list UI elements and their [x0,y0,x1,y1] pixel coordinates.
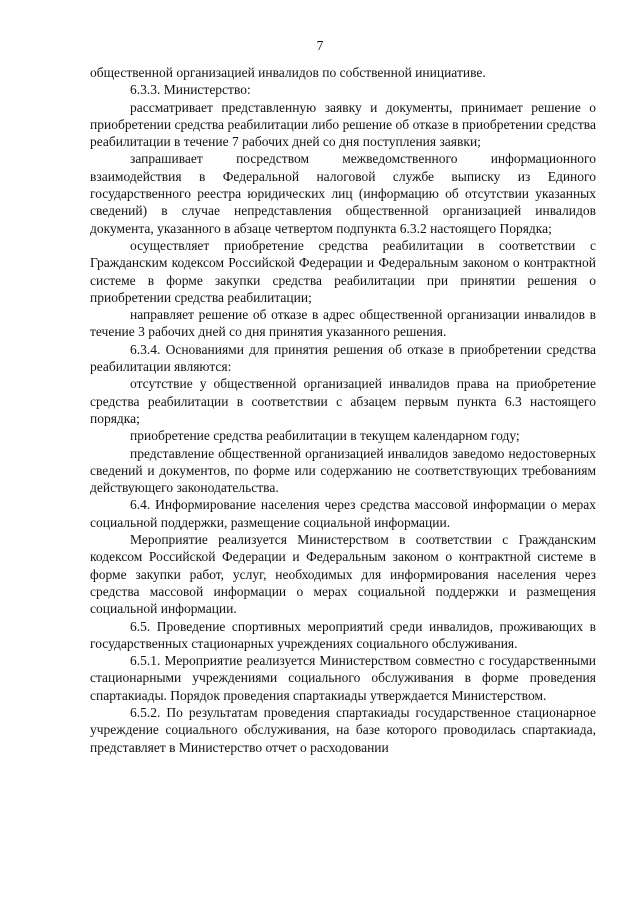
paragraph-review-application: рассматривает представленную заявку и документы, принимает решение о приобретении средства реабилитации либо решение об отказе в приобретении средства реабилитации в течение 7 рабочих дней со дня поступления заявки; [90,99,596,150]
paragraph-request-extract: запрашивает посредством межведомственного информационного взаимодействия в Федеральной налоговой службе выписку из Единого государственного реестра юридических лиц (информацию об отсутствии указанных сведений) в случае непредставления общественной организацией инвалидов документа, указанного в абзаце четвертом подпункта 6.3.2 настоящего Порядка; [90,151,596,236]
paragraph-6-4-implementation: Мероприятие реализуется Министерством в соответствии с Гражданским кодексом Российской Федерации и Федеральным законом о контрактной системе в форме закупки работ, услуг, необходимых для информирования населения через средства массовой информации о мерах социальной поддержки и размещения социальной информации. [90,532,596,617]
paragraph-6-5-1: 6.5.1. Мероприятие реализуется Министерством совместно с государственными стационарными учреждениями социального обслуживания в форме проведения спартакиады. Порядок проведения спартакиады утверждается Министерством. [90,653,596,703]
paragraph-continuation: общественной организацией инвалидов по собственной инициативе. [90,65,486,80]
paragraph-6-3-3-heading: 6.3.3. Министерство: [130,82,251,98]
paragraph-send-refusal: направляет решение об отказе в адрес общественной организации инвалидов в течение 3 рабочих дней со дня принятия указанного решения. [90,307,596,340]
page-number: 7 [316,38,324,53]
paragraph-6-5-sports: 6.5. Проведение спортивных мероприятий среди инвалидов, проживающих в государственных стационарных учреждениях социального обслуживания. [90,618,596,651]
paragraph-6-5-2: 6.5.2. По результатам проведения спартакиады государственное стационарное учреждение социального обслуживания, на базе которого проводилась спартакиада, представляет в Министерство отчет о расходовании [90,704,596,755]
paragraph-ground-false-info: представление общественной организацией инвалидов заведомо недостоверных сведений и документов, по форме или содержанию не соответствующих требованиям действующего законодательства. [90,445,596,496]
paragraph-ground-no-right: отсутствие у общественной организацией инвалидов права на приобретение средства реабилитации в соответствии с абзацем первым пункта 6.3 настоящего порядка; [90,376,596,426]
document-body [90,64,596,756]
paragraph-ground-current-year: приобретение средства реабилитации в текущем календарном году; [130,428,520,444]
paragraph-6-4-informing: 6.4. Информирование населения через средства массовой информации о мерах социальной поддержки, размещение социальной информации. [90,497,596,530]
paragraph-purchase: осуществляет приобретение средства реабилитации в соответствии с Гражданским кодексом Российской Федерации и Федеральным законом о контрактной системе в форме закупки средства реабилитации при принятии решения о приобретении средства реабилитации; [90,237,596,305]
paragraph-6-3-4-grounds: 6.3.4. Основаниями для принятия решения об отказе в приобретении средства реабилитации являются: [90,341,596,375]
